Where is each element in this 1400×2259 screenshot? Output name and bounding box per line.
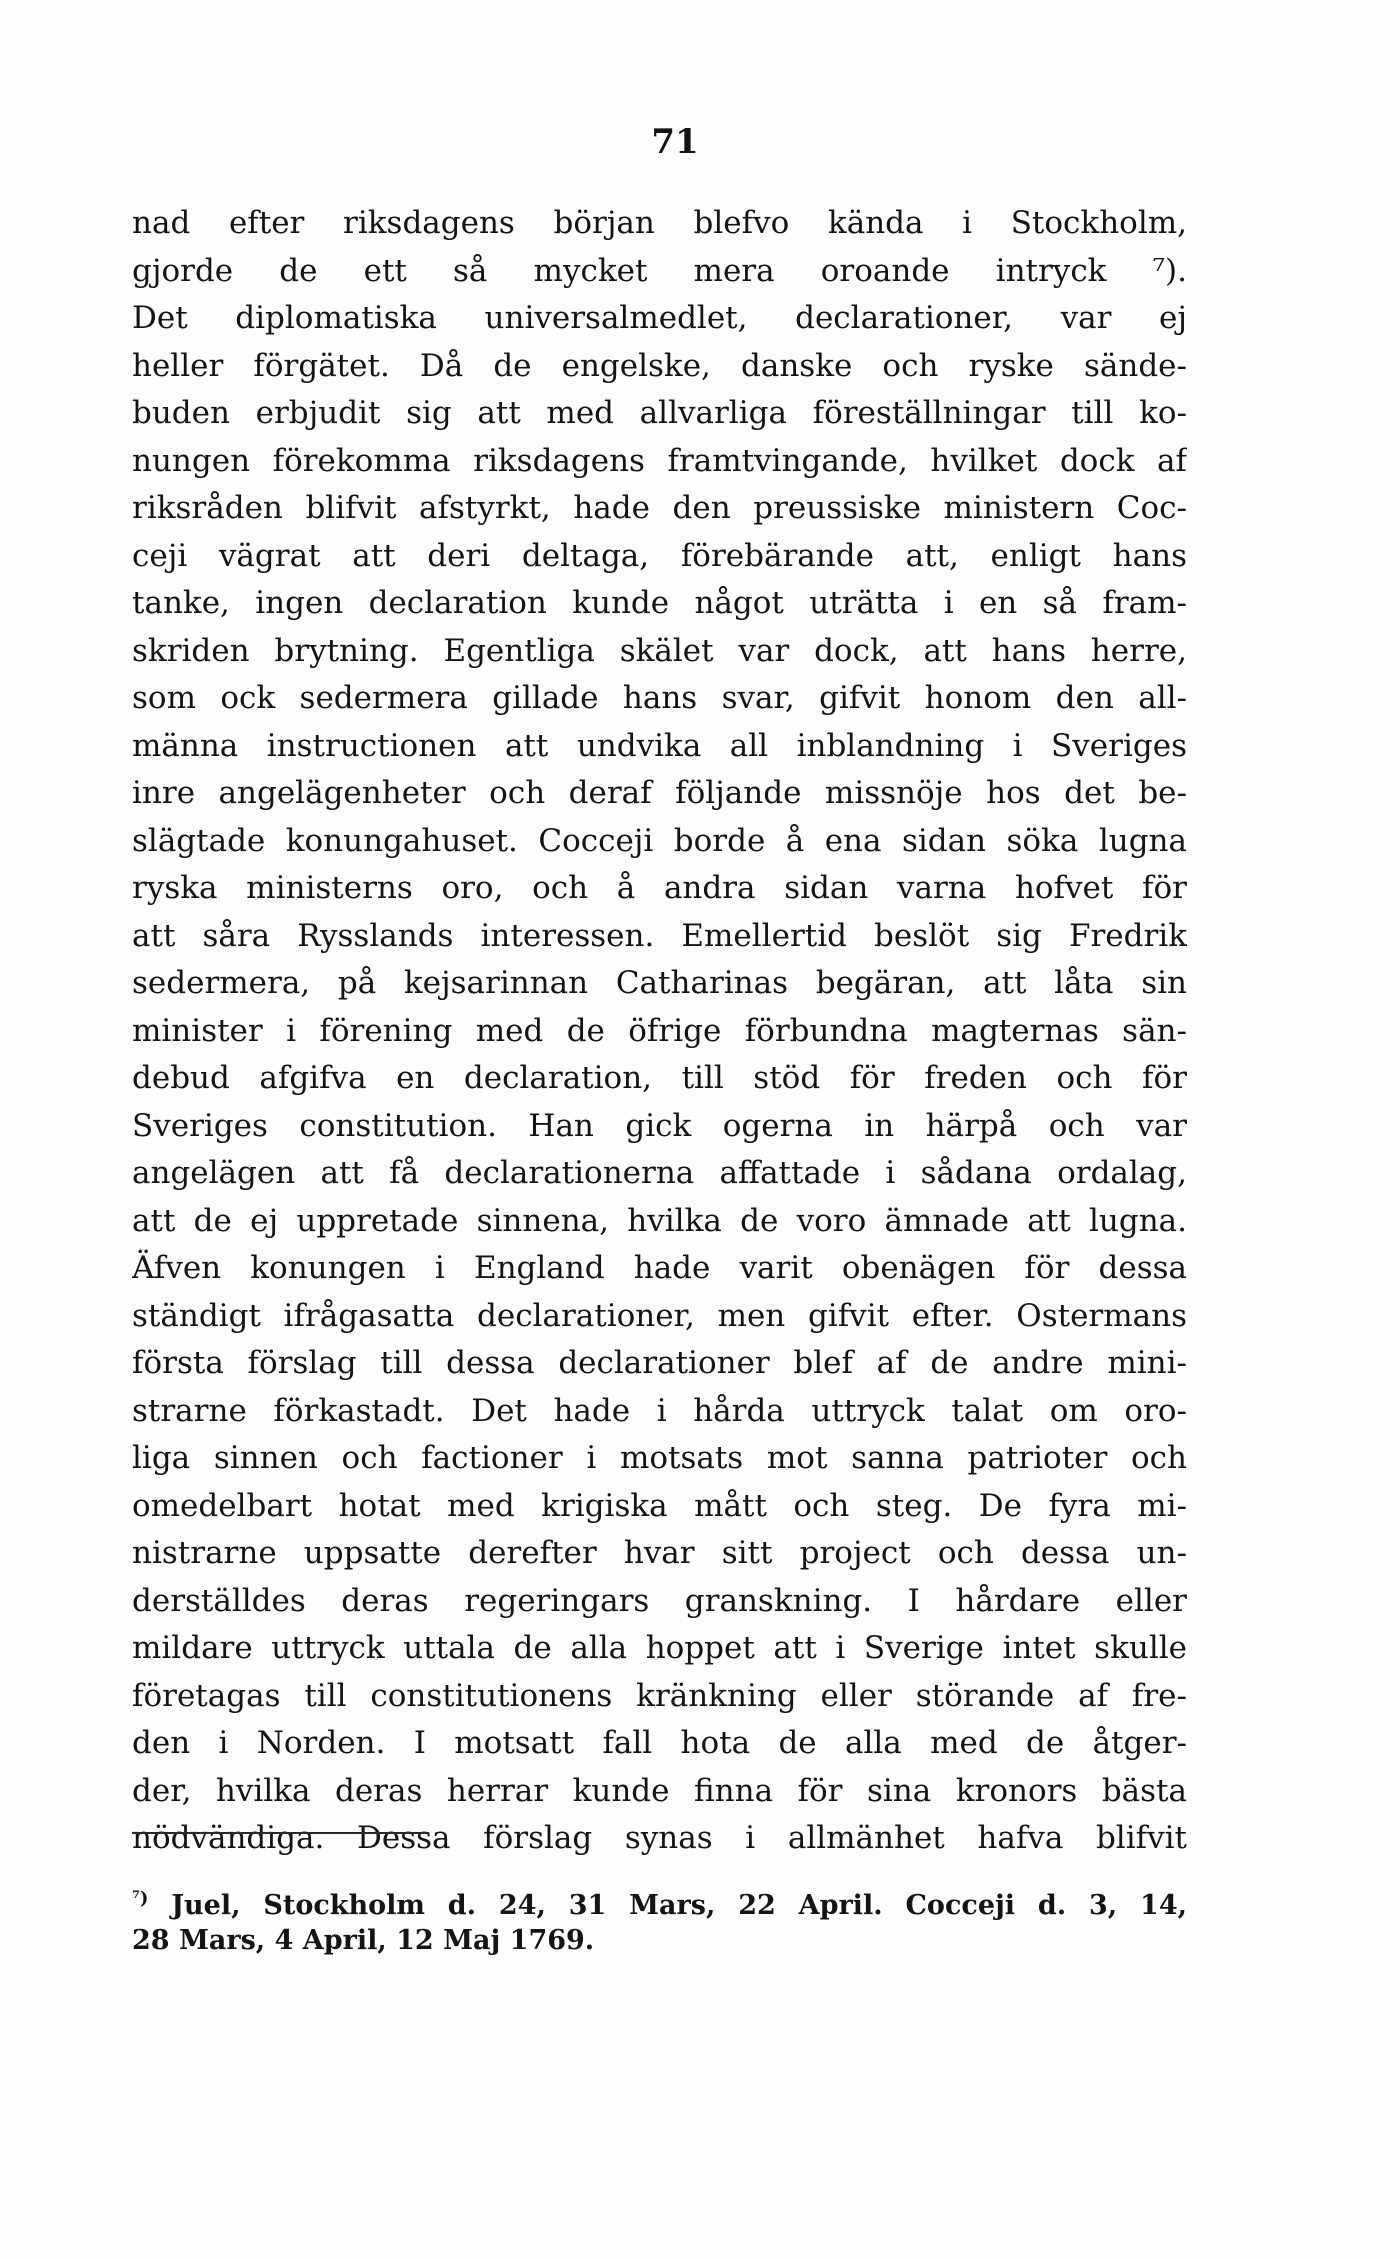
text-line: att de ej uppretade sinnena, hvilka de voro ämnade att lugna.: [132, 1202, 1187, 1239]
page-number: 71: [651, 122, 699, 162]
text-line: riksråden blifvit afstyrkt, hade den preussiske ministern Coc-: [132, 490, 1187, 526]
footnote-line: 28 Mars, 4 April, 12 Maj 1769.: [132, 1925, 595, 1956]
text-line: omedelbart hotat med krigiska mått och steg. De fyra mi-: [132, 1487, 1187, 1524]
text-line: skriden brytning. Egentliga skälet var dock, att hans herre,: [132, 632, 1187, 669]
text-line: ryska ministerns oro, och å andra sidan varna hofvet för: [132, 870, 1187, 906]
footnote: [132, 1878, 1187, 1962]
text-line: sedermera, på kejsarinnan Catharinas begäran, att låta sin: [132, 965, 1187, 1001]
footnote-divider: [132, 1832, 429, 1834]
text-line: ständigt ifrågasatta declarationer, men gifvit efter. Ostermans: [132, 1297, 1187, 1334]
text-line: männa instructionen att undvika all inblandning i Sveriges: [132, 727, 1187, 764]
footnote-line: [132, 1878, 1187, 1920]
text-line: der, hvilka deras herrar kunde finna för sina kronors bästa: [132, 1772, 1187, 1809]
text-line: slägtade konungahuset. Cocceji borde å ena sidan söka lugna: [132, 822, 1187, 859]
text-line: Sveriges constitution. Han gick ogerna in härpå och var: [132, 1107, 1187, 1144]
text-line: Det diplomatiska universalmedlet, declarationer, var ej: [132, 300, 1187, 336]
text-line: nistrarne uppsatte derefter hvar sitt project och dessa un-: [132, 1535, 1187, 1571]
text-line: företagas till constitutionens kränkning eller störande af fre-: [132, 1677, 1187, 1714]
text-line: att såra Rysslands interessen. Emellertid beslöt sig Fredrik: [132, 917, 1187, 954]
text-line: tanke, ingen declaration kunde något uträtta i en så fram-: [132, 585, 1187, 621]
footnote-text: Juel, Stockholm d. 24, 31 Mars, 22 April. Cocceji d. 3, 14,: [171, 1890, 1187, 1920]
text-line: nungen förekomma riksdagens framtvingande, hvilket dock af: [132, 442, 1187, 479]
text-line: ceji vägrat att deri deltaga, förebärande att, enligt hans: [132, 537, 1187, 574]
text-line: buden erbjudit sig att med allvarliga föreställningar till ko-: [132, 395, 1187, 431]
text-line: derställdes deras regeringars granskning. I hårdare eller: [132, 1582, 1187, 1619]
text-line: mildare uttryck uttala de alla hoppet att i Sverige intet skulle: [132, 1630, 1187, 1666]
text-line: angelägen att få declarationerna affattade i sådana ordalag,: [132, 1155, 1187, 1191]
text-line: första förslag till dessa declarationer blef af de andre mini-: [132, 1345, 1187, 1381]
text-line: heller förgätet. Då de engelske, danske och ryske sände-: [132, 347, 1187, 384]
footnote-marker: ⁷): [132, 1888, 149, 1909]
text-line: liga sinnen och factioner i motsats mot sanna patrioter och: [132, 1440, 1187, 1476]
text-line: inre angelägenheter och deraf följande missnöje hos det be-: [132, 775, 1187, 811]
text-line: som ock sedermera gillade hans svar, gifvit honom den all-: [132, 680, 1187, 716]
body-text: [132, 200, 1187, 1863]
text-line: den i Norden. I motsatt fall hota de alla med de åtger-: [132, 1725, 1187, 1761]
text-line: nödvändiga. Dessa förslag synas i allmänhet hafva blifvit: [132, 1820, 1187, 1856]
text-line: Äfven konungen i England hade varit obenägen för dessa: [132, 1250, 1187, 1286]
text-line: strarne förkastadt. Det hade i hårda uttryck talat om oro-: [132, 1392, 1187, 1429]
text-line: gjorde de ett så mycket mera oroande intryck ⁷).: [132, 252, 1187, 289]
text-line: nad efter riksdagens början blefvo kända i Stockholm,: [132, 205, 1187, 241]
text-line: debud afgifva en declaration, till stöd för freden och för: [132, 1060, 1187, 1096]
text-line: minister i förening med de öfrige förbundna magternas sän-: [132, 1012, 1187, 1049]
